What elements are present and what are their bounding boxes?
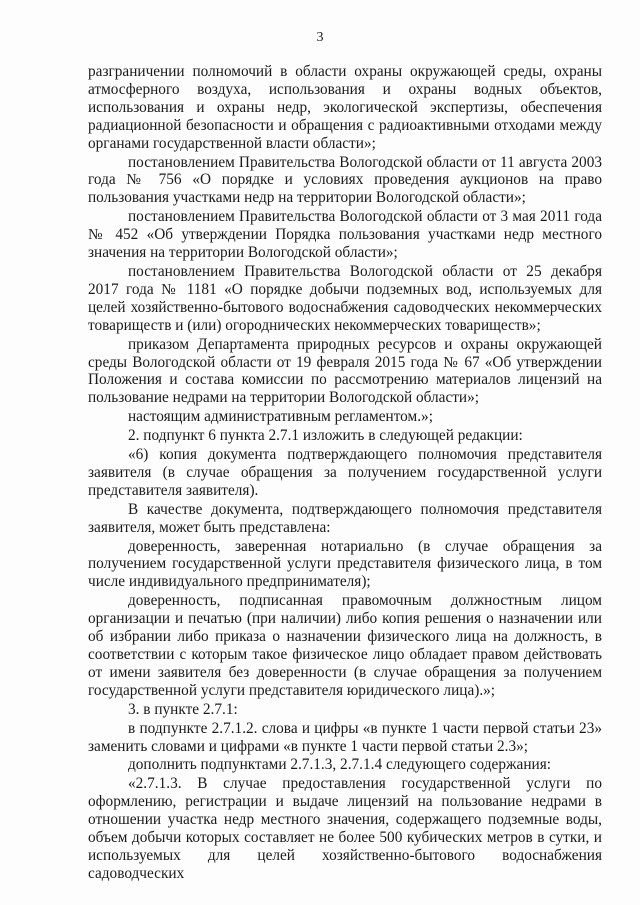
paragraph-13: в подпункте 2.7.1.2. слова и цифры «в пункте 1 части первой статьи 23» заменить словами и цифрами «в пункте 1 части первой статьи 2.3»; — [88, 719, 602, 755]
paragraph-11: доверенность, подписанная правомочным должностным лицом организации и печатью (при наличии) либо копия решения о назначении или об избрании либо приказа о назначении физического лица на должность, в соответствии с которым такое физическое лицо обладает правом действовать от имени заявителя без доверенности (в случае обращения за получением государственной услуги представителя юридического лица).»; — [88, 592, 602, 699]
paragraph-9: В качестве документа, подтверждающего полномочия представителя заявителя, может быть представлена: — [88, 500, 602, 536]
page-number: 3 — [316, 30, 324, 45]
paragraph-12: 3. в пункте 2.7.1: — [128, 700, 238, 718]
paragraph-14: дополнить подпунктами 2.7.1.3, 2.7.1.4 следующего содержания: — [128, 756, 551, 774]
paragraph-5: приказом Департамента природных ресурсов и охраны окружающей среды Вологодской области от 19 февраля 2015 года № 67 «Об утверждении Положения и состава комиссии по рассмотрению материалов лицензий на пользование недрами на территории Вологодской области»; — [88, 335, 602, 407]
paragraph-6: настоящим административным регламентом.»; — [128, 408, 433, 426]
paragraph-8: «6) копия документа подтверждающего полномочия представителя заявителя (в случае обращения за получением государственной услуги представителя заявителя). — [88, 446, 602, 499]
paragraph-7: 2. подпункт 6 пункта 2.7.1 изложить в следующей редакции: — [128, 427, 523, 445]
paragraph-2: постановлением Правительства Вологодской области от 11 августа 2003 года № 756 «О порядке и условиях проведения аукционов на право пользования участками недр на территории Вологодской области»; — [88, 153, 602, 207]
paragraph-4: постановлением Правительства Вологодской области от 25 декабря 2017 года № 1181 «О порядке добычи подземных вод, используемых для целей хозяйственно-бытового водоснабжения садоводческих некоммерческих товариществ и (или) огороднических некоммерческих товариществ»; — [88, 262, 602, 334]
paragraph-3: постановлением Правительства Вологодской области от 3 мая 2011 года № 452 «Об утверждении Порядка пользования участками недр местного значения на территории Вологодской области»; — [88, 208, 602, 262]
document-body — [88, 63, 602, 883]
paragraph-15: «2.7.1.3. В случае предоставления государственной услуги по оформлению, регистрации и выдаче лицензий на пользование недрами в отношении участка недр местного значения, содержащего подземные воды, объем добычи которых составляет не более 500 кубических метров в сутки, и используемых для целей хозяйственно-бытового водоснабжения садоводческих — [88, 775, 602, 882]
paragraph-10: доверенность, заверенная нотариально (в случае обращения за получением государственной услуги представителя физического лица, в том числе индивидуального предпринимателя); — [88, 537, 602, 591]
paragraph-1: разграничении полномочий в области охраны окружающей среды, охраны атмосферного воздуха, использования и охраны водных объектов, использования и охраны недр, экологической экспертизы, обеспечения радиационной безопасности и обращения с радиоактивными отходами между органами государственной власти области»; — [88, 63, 602, 152]
